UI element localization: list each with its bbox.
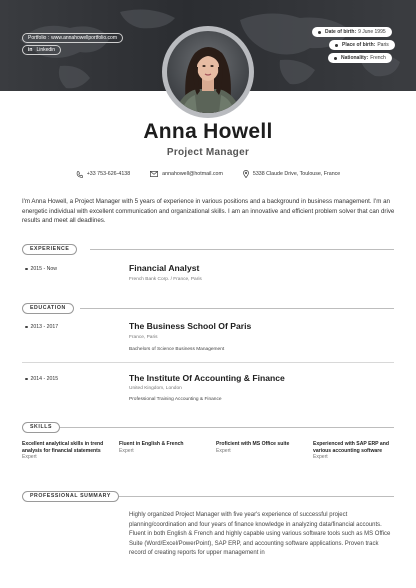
education-date [25,376,58,382]
skill-level: Expert [313,454,328,461]
skill-item [22,441,108,461]
skill-name: Excellent analytical skills in trend analysis for financial statements [22,441,104,454]
portfolio-pill[interactable] [22,33,123,43]
mail-icon [150,171,158,177]
bullet-icon [335,44,338,47]
bullet-icon [25,268,28,271]
education-title: The Institute Of Accounting & Finance [129,373,285,383]
skill-item [216,441,302,454]
summary-paragraph: Highly organized Project Manager with five year's experience of successful project planning/coordination and four years of finance knowledge in analyzing data/financial accounts. Fluent in both English & French and highly capable using various software tools such as MS Office Suite (Word/Excel/PowerPoint), SAP ERP, and accounting software applications. Proven track record of creating reports for upper management in [129,512,391,556]
education-desc: Bachelors of Science Business Management [129,347,225,352]
detail-value: Paris [377,42,389,48]
linkedin-link[interactable]: Linkedin [36,47,56,53]
phone-icon [76,171,83,178]
linkedin-icon: in [28,47,33,53]
profile-photo-frame [162,26,254,118]
bullet-icon [25,326,28,329]
section-title: EXPERIENCE [22,244,77,255]
section-title: EDUCATION [22,303,74,314]
skills-heading [22,422,60,433]
education-desc: Professional Training Accounting & Finance [129,397,222,402]
education-meta: United Kingdom, London [129,386,182,391]
skill-level: Expert [119,447,134,454]
candidate-role: Project Manager [166,147,250,158]
bullet-icon [25,378,28,381]
place-of-birth-pill [329,40,395,50]
skill-level: Expert [216,447,231,454]
detail-label: Place of birth: [342,42,376,48]
entry-divider [22,362,394,363]
skill-name: Proficient with MS Office suite [216,441,290,447]
email-text: annahowell@hotmail.com [162,171,223,177]
location-pin-icon [243,170,249,178]
date-of-birth-pill [312,27,392,37]
date-text: 2013 - 2017 [30,324,59,330]
skill-item [119,441,205,454]
section-rule [80,308,394,309]
education-meta: France, Paris [129,335,158,340]
portfolio-label: Portfolio : [28,35,50,41]
email-contact[interactable] [150,170,223,178]
skill-item [313,441,399,461]
candidate-name: Anna Howell [143,120,273,143]
intro-paragraph: I'm Anna Howell, a Project Manager with 5 years of experience in various positions and a background in business management. I'm an energetic individual with excellent communication and organizational skills. I am an innovative and efficient problem solver that can drive results and meet all deadlines. [22,198,395,225]
portfolio-link[interactable]: www.annahowellportfolio.com [51,35,117,41]
skill-level: Expert [22,454,37,461]
experience-meta: French Bank Corp. / France, Paris [129,277,202,282]
detail-value: French [370,55,386,61]
experience-title: Financial Analyst [129,263,200,273]
section-rule [116,496,394,497]
education-date [25,324,58,330]
bullet-icon [318,31,321,34]
section-title: SKILLS [22,422,60,433]
section-rule [90,249,394,250]
experience-date [25,266,57,272]
experience-heading [22,244,77,255]
bullet-icon [334,57,337,60]
skill-name: Fluent in English & French [119,441,184,447]
phone-text: +33 753-626-4138 [86,171,131,177]
address-text: 5338 Claude Drive, Toulouse, France [252,171,341,177]
skill-name: Experienced with SAP ERP and various accounting software [313,441,389,454]
date-text: 2014 - 2015 [30,376,59,382]
linkedin-pill[interactable] [22,45,61,55]
section-rule [60,427,394,428]
profile-photo [167,31,249,113]
address-contact [243,170,340,178]
section-title: PROFESSIONAL SUMMARY [22,491,119,502]
nationality-pill [328,53,392,63]
detail-value: 9 June 1995 [358,29,386,35]
detail-label: Date of birth: [325,29,357,35]
phone-contact[interactable] [76,170,130,178]
date-text: 2015 - Now [30,266,58,272]
education-title: The Business School Of Paris [129,321,252,331]
summary-heading [22,491,119,502]
education-heading [22,303,74,314]
detail-label: Nationality: [341,55,369,61]
contact-bar [0,170,416,178]
